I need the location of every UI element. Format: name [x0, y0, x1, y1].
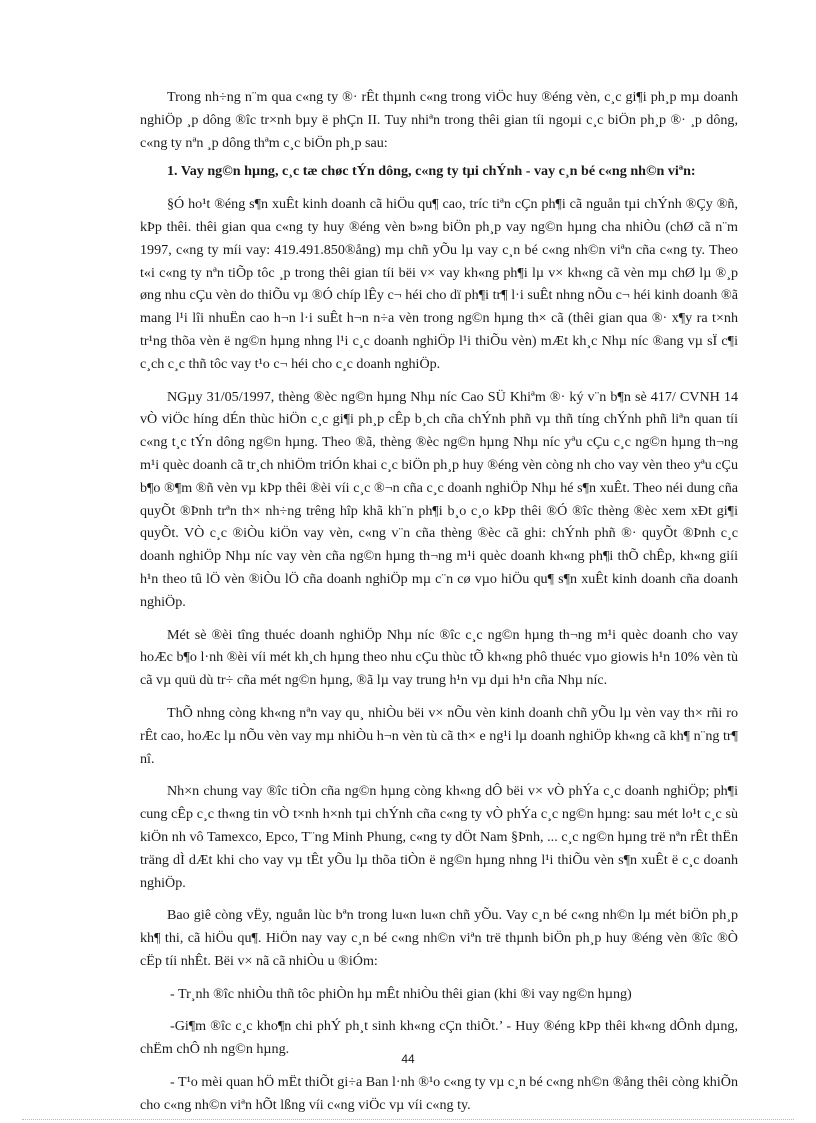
section-heading: 1. Vay ng©n hµng, c¸c tæ chøc tÝn dông, c«ng ty tµi chÝnh - vay c¸n bé c«ng nh©n viªn:	[167, 163, 696, 180]
body-paragraph: Bao giê còng vËy, nguån lùc bªn trong lu«n lu«n chñ yÕu. Vay c¸n bé c«ng nh©n lµ mét biÖn ph¸p kh¶ thi, cã hiÖu qu¶. HiÖn nay vay c¸n bé c«ng nh©n viªn trë thµnh biÖn ph¸p huy ®éng vèn ®îc ®Ò cËp tíi nhÊt. Bëi v× nã cã nhiÒu u ®iÓm:	[140, 907, 738, 969]
body-paragraph: Mét sè ®èi tîng thuéc doanh nghiÖp Nhµ níc ®îc c¸c ng©n hµng th¬ng m¹i quèc doanh cho vay hoÆc b¶o l·nh ®èi víi mét kh¸ch hµng theo nhu cÇu thùc tÕ kh«ng phô thuéc vµo giowis h¹n 10% vèn tù cã vµ quü dù tr÷ cña mét ng©n hµng, ®ã lµ vay trung h¹n vµ dµi h¹n cña Nhµ níc.	[140, 626, 738, 689]
page-bottom-divider	[22, 1119, 794, 1120]
body-paragraph: NGµy 31/05/1997, thèng ®èc ng©n hµng Nhµ níc Cao SÜ Khiªm ®· ký v¨n b¶n sè 417/ CVNH 14 vÒ viÖc híng dÉn thùc hiÖn c¸c gi¶i ph¸p cÊp b¸ch cña chÝnh phñ vµ thñ tíng chÝnh phñ liªn quan tíi c«ng t¸c tÝn dông ng©n hµng. Theo ®ã, thèng ®èc ng©n hµng Nhµ níc yªu cÇu c¸c ng©n hµng th¬ng m¹i quèc doanh cã tr¸ch nhiÖm triÓn khai c¸c biÖn ph¸p huy ®éng vèn còng nh cho vay vèn theo yªu cÇu b¶o ®¶m ®ñ vèn vµ kÞp thêi ®èi víi c¸c ®¬n cña c¸c doanh nghiÖp Nhµ hé s¶n xuÊt. Theo néi dung cña quyÕt ®Þnh trªn th× nh÷ng trêng hîp khã kh¨n ph¶i b¸o c¸o kÞp thêi ®Ó ®îc thèng ®èc xem xÐt gi¶i quyÕt. VÒ c¸c ®iÒu kiÖn vay vèn, c«ng v¨n cña thèng ®èc cã ghi: chÝnh phñ ®· quyÕt ®Þnh c¸c doanh nghiÖp Nhµ níc vay vèn cña ng©n hµng th¬ng m¹i quèc doanh kh«ng ph¶i thÕ chÊp, kh«ng giíi h¹n theo tû lÖ vèn ®iÒu lÖ cña doanh nghiÖp mµ c¨n cø vµo hiÖu qu¶ s¶n xuÊt kinh doanh cña doanh nghiÖp.	[140, 388, 738, 610]
list-item: - Tr¸nh ®îc nhiÒu thñ tôc phiÒn hµ mÊt nhiÒu thêi gian (khi ®i vay ng©n hµng)	[170, 985, 632, 1002]
list-item: - T¹o mèi quan hÖ mËt thiÕt gi÷a Ban l·nh ®¹o c«ng ty vµ c¸n bé c«ng nh©n ®ång thêi còng khiÕn cho c«ng nh©n viªn hÕt lßng víi c«ng viÖc vµ víi c«ng ty.	[140, 1074, 738, 1113]
body-paragraph: ThÕ nhng còng kh«ng nªn vay qu¸ nhiÒu bëi v× nÕu vèn kinh doanh chñ yÕu lµ vèn vay th× rñi ro rÊt cao, hoÆc lµ nÕu vèn vay mµ nhiÒu h¬n vèn tù cã th× e ng¹i lµ doanh nghiÖp kh«ng cã kh¶ n¨ng tr¶ nî.	[140, 704, 738, 767]
intro-paragraph: Trong nh÷ng n¨m qua c«ng ty ®· rÊt thµnh c«ng trong viÖc huy ®éng vèn, c¸c gi¶i ph¸p mµ doanh nghiÖp ¸p dông ®îc tr×nh bµy ë phÇn II. Tuy nhiªn trong thêi gian tíi ngoµi c¸c biÖn ph¸p ®· ¸p dông, c«ng ty nªn ¸p dông thªm c¸c biÖn ph¸p sau:	[140, 89, 738, 151]
body-paragraph: §Ó ho¹t ®éng s¶n xuÊt kinh doanh cã hiÖu qu¶ cao, tríc tiªn cÇn ph¶i cã nguån tµi chÝnh ®Çy ®ñ, kÞp thêi. thêi gian qua c«ng ty huy ®éng vèn b»ng biÖn ph¸p vay ng©n hµng cha nhiÒu (chØ cã n¨m 1997, c«ng ty míi vay: 419.491.850®ång) mµ chñ yÕu lµ vay c¸n bé c«ng nh©n viªn cña c«ng ty. Theo t«i c«ng ty nªn tiÕp tôc ¸p trong thêi gian tíi bëi v× vay kh«ng ph¶i lµ v× kh«ng cã vèn mµ chØ lµ ®¸p øng nhu cÇu vèn do thiÕu vµ ®Ó chíp lÊy c¬ héi cho dï ph¶i tr¶ l·i suÊt nhng nÕu c¬ héi kinh doanh ®ã mang l¹i lîi nhuËn cao h¬n l·i suÊt h¬n n÷a vèn trong ng©n hµng th× cã (thêi gian qua ®· x¶y ra t×nh tr¹ng thõa vèn ë ng©n hµng nhng l¹i c¸c doanh nghiÖp l¹i thiÕu vèn) mÆt kh¸c Nhµ níc ®ang vµ sÏ c¶i c¸ch c¸c thñ tôc vay t¹o c¬ héi cho c¸c doanh nghiÖp.	[140, 196, 738, 372]
list-item: -Gi¶m ®îc c¸c kho¶n chi phÝ ph¸t sinh kh«ng cÇn thiÕt.’ - Huy ®éng kÞp thêi kh«ng dÔnh dµng, chËm chÔ nh ng©n hµng.	[140, 1018, 738, 1058]
document-body	[140, 86, 738, 1117]
page-number: 44	[401, 1052, 415, 1066]
body-paragraph: Nh×n chung vay ®îc tiÒn cña ng©n hµng còng kh«ng dÔ bëi v× vÒ phÝa c¸c doanh nghiÖp; ph¶i cung cÊp c¸c th«ng tin vÒ t×nh h×nh tµi chÝnh cña c«ng ty vÒ phÝa c¸c ng©n hµng: sau mét lo¹t c¸c sù kiÖn nh vô Tamexco, Epco, T¨ng Minh Phung, c«ng ty dÖt Nam §Þnh, ... c¸c ng©n hµng trë nªn rÊt thËn träng dÌ dÆt khi cho vay vµ tÊt yÕu lµ thõa tiÒn ë ng©n hµng nhng l¹i thiÕu vèn s¶n xuÊt ë c¸c doanh nghiÖp.	[140, 783, 738, 891]
